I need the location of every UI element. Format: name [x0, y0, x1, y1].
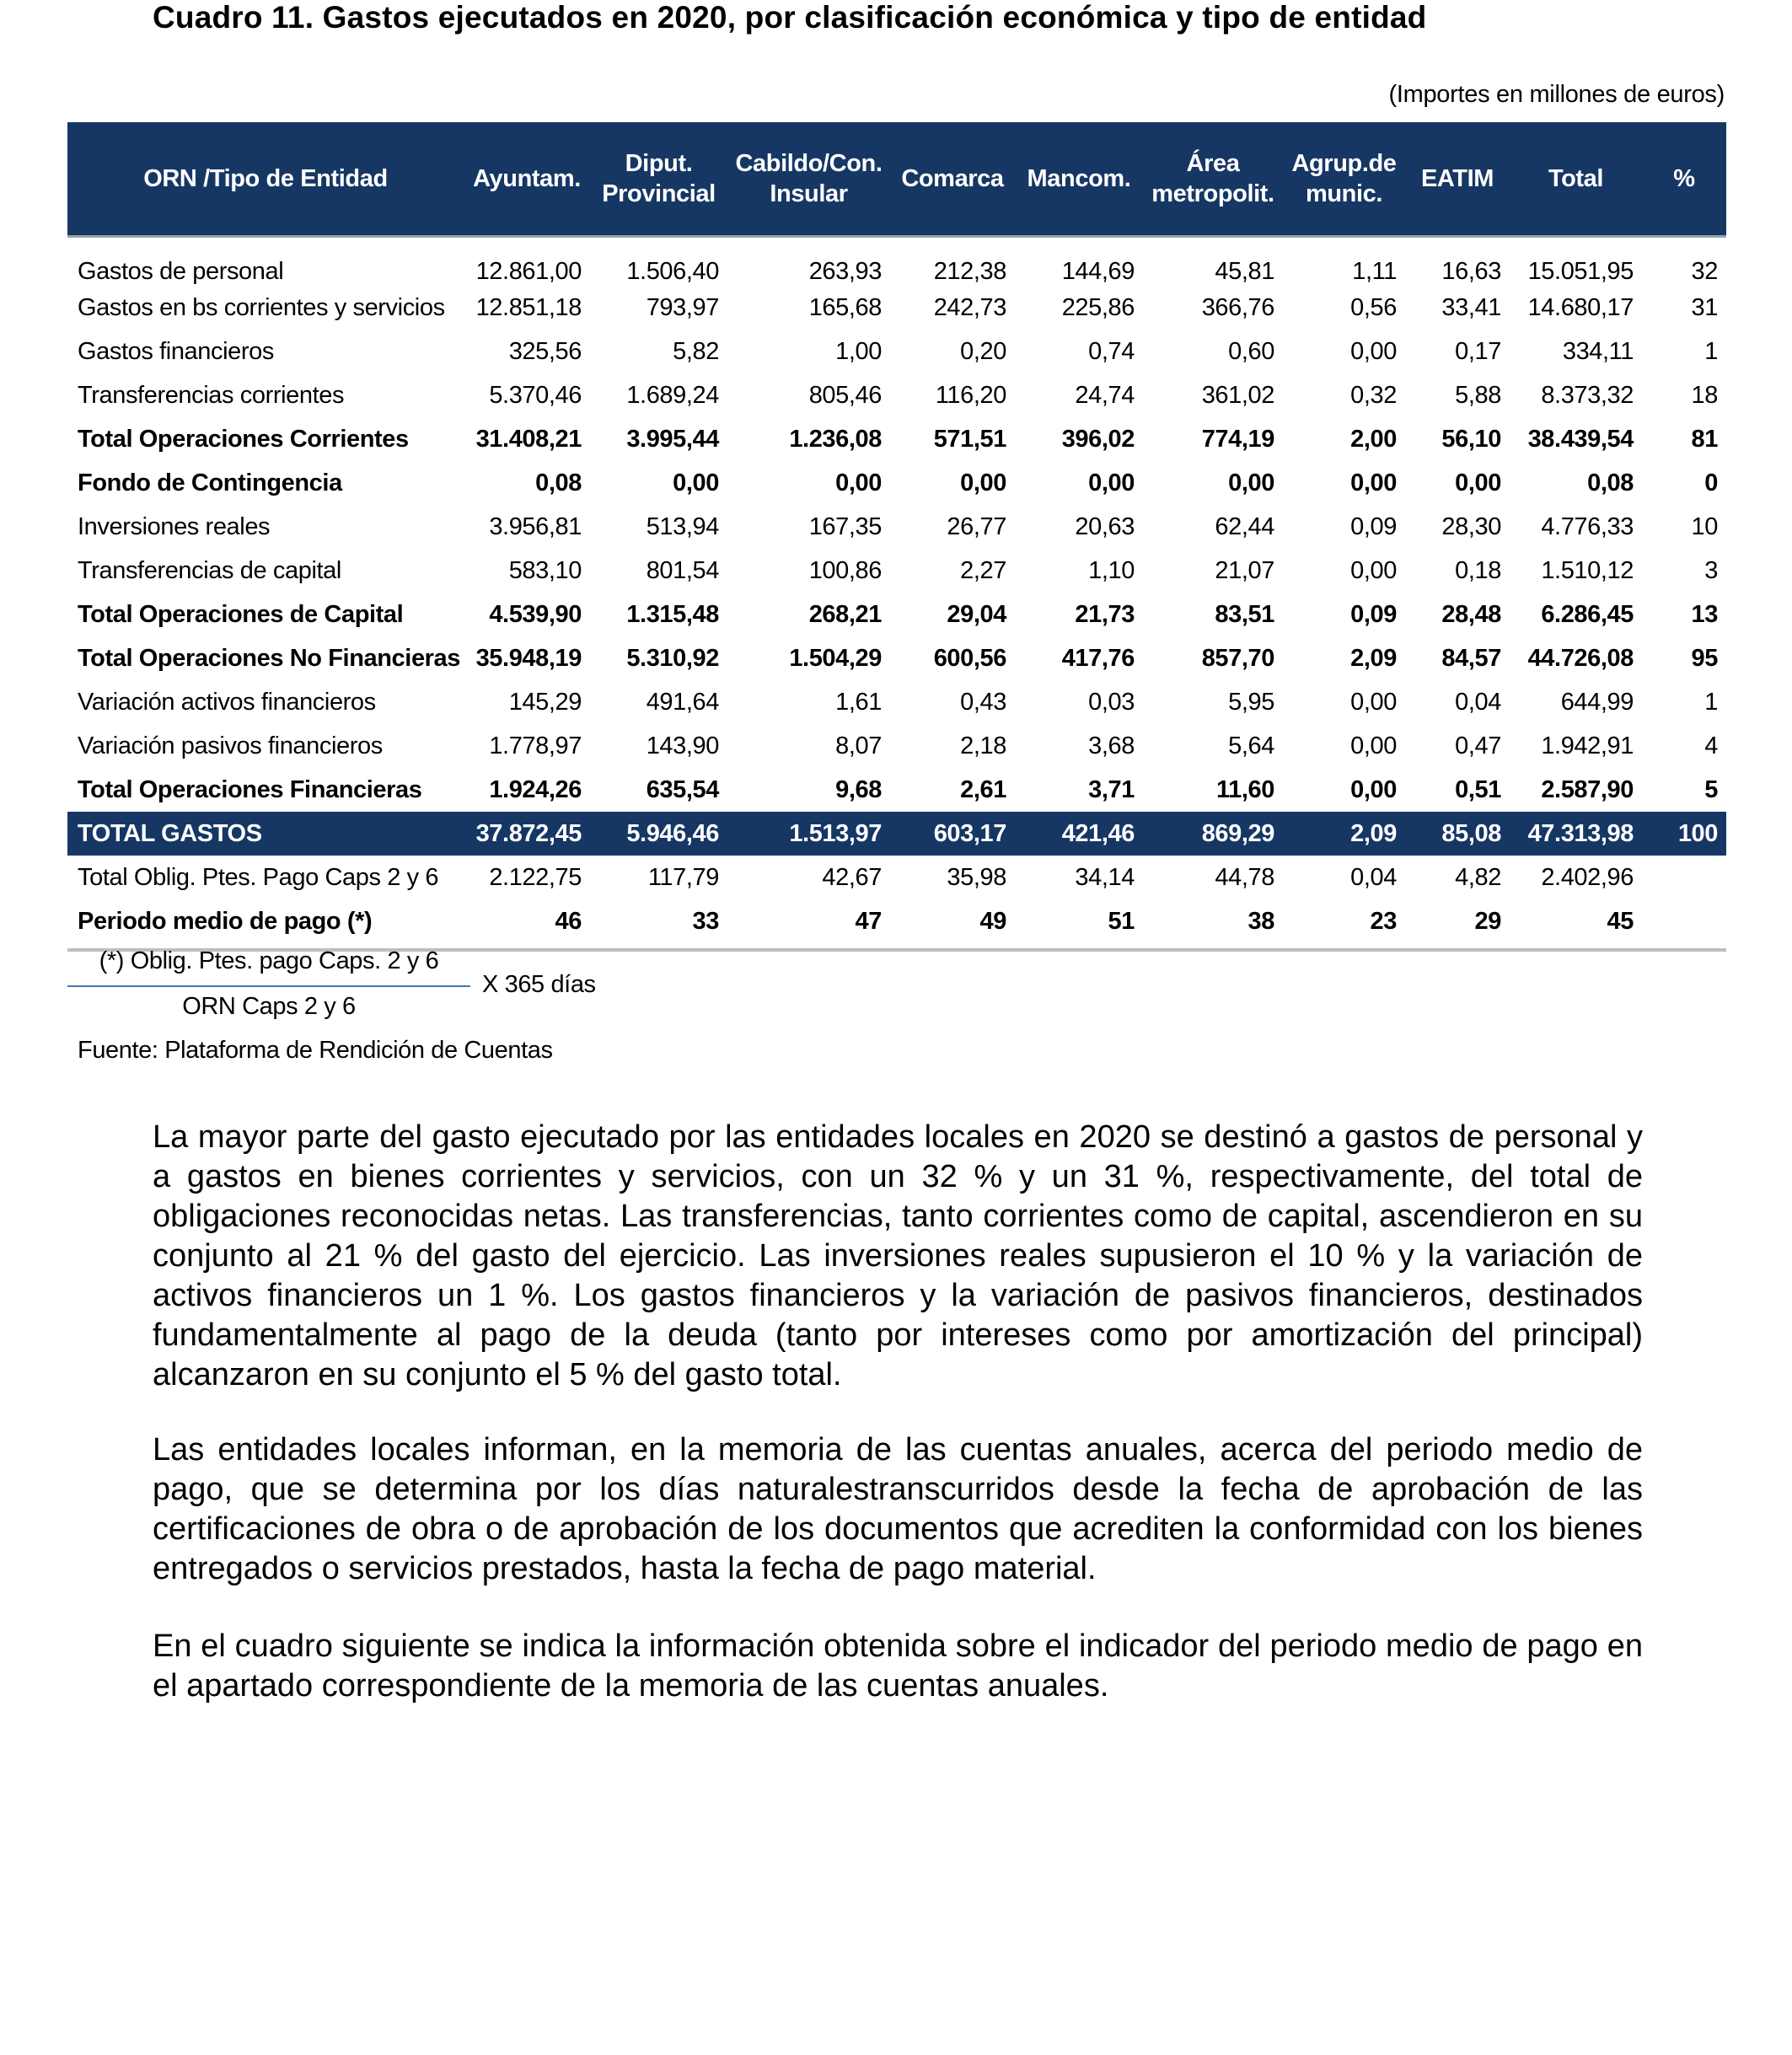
column-header: Total: [1510, 122, 1642, 237]
table-cell: 0,04: [1350, 863, 1397, 891]
table-cell: 3,68: [1088, 732, 1135, 759]
table-cell: 47.313,98: [1510, 812, 1642, 856]
column-header: Mancom.: [1015, 122, 1143, 237]
table-cell: 37.872,45: [464, 812, 590, 856]
table-cell: 0,00: [835, 469, 882, 496]
table-cell: 635,54: [646, 775, 719, 803]
table-cell: 143,90: [646, 732, 719, 759]
table-cell: 83,51: [1215, 600, 1274, 628]
table-cell: 46: [464, 899, 590, 950]
table-cell: 0,00: [1350, 469, 1397, 496]
table-cell: 14.680,17: [1527, 293, 1634, 321]
paragraph-payment-period: Las entidades locales informan, en la memoria de las cuentas anuales, acerca del periodo medio de pago, que se determina por los días naturalestranscurridos desde la fecha de aprobación de las certificaciones de obra o de aprobación de los documentos que acrediten la conformidad con los bienes entregados o servicios prestados, hasta la fecha de pago material.: [153, 1432, 1643, 1586]
table-cell: 212,38: [933, 258, 1006, 285]
table-cell: 116,20: [935, 381, 1006, 409]
table-cell: 0,17: [1455, 337, 1501, 365]
table-cell: 31.408,21: [475, 425, 582, 453]
table-cell: 2.122,75: [489, 863, 582, 891]
table-cell: 0,60: [1228, 337, 1274, 365]
table-cell: 0,51: [1455, 775, 1501, 803]
table-cell: 857,70: [1201, 644, 1274, 672]
table-cell: 1,00: [835, 337, 882, 365]
table-cell: 0,00: [1350, 688, 1397, 716]
row-label: Total Operaciones Corrientes: [78, 425, 409, 453]
table-cell: 1.236,08: [789, 425, 882, 453]
table-cell: 84,57: [1441, 644, 1501, 672]
table-row: [67, 237, 1726, 287]
table-cell: 0,09: [1350, 512, 1397, 540]
table-cell: 603,17: [890, 812, 1015, 856]
table-cell: 0,08: [1587, 469, 1634, 496]
table-cell: 42,67: [822, 863, 882, 891]
table-cell: 417,76: [1061, 644, 1135, 672]
row-label: Total Operaciones de Capital: [78, 600, 404, 628]
row-label: Periodo medio de pago (*): [67, 899, 464, 950]
table-cell: 26,77: [947, 512, 1006, 540]
table-cell: 1: [1704, 688, 1718, 716]
table-cell: 801,54: [646, 556, 719, 584]
table-cell: 11,60: [1216, 775, 1274, 803]
table-cell: 15.051,95: [1527, 258, 1634, 285]
table-cell: 0,00: [1350, 556, 1397, 584]
table-cell: 38.439,54: [1527, 425, 1634, 453]
table-cell: 2,27: [960, 556, 1006, 584]
table-cell: 5,88: [1455, 381, 1501, 409]
table-cell: 1.506,40: [626, 258, 719, 285]
table-cell: 100: [1642, 812, 1726, 856]
table-cell: 0,03: [1088, 688, 1135, 716]
table-row: [67, 680, 1726, 724]
formula-multiplier: X 365 días: [482, 971, 596, 998]
table-cell: 0,18: [1455, 556, 1501, 584]
table-cell: 0,47: [1455, 732, 1501, 759]
table-row: [67, 286, 1726, 330]
table-cell: 33: [590, 899, 727, 950]
table-cell: 4,82: [1455, 863, 1501, 891]
table-cell: 21,07: [1215, 556, 1274, 584]
table-cell: 28,30: [1441, 512, 1501, 540]
table-cell: 47: [727, 899, 890, 950]
table-cell: 1: [1704, 337, 1718, 365]
table-row: [67, 593, 1726, 636]
table-cell: 6.286,45: [1541, 600, 1634, 628]
table-cell: 18: [1691, 381, 1718, 409]
table-cell: 29: [1405, 899, 1510, 950]
table-cell: 35,98: [947, 863, 1006, 891]
table-cell: 3: [1704, 556, 1718, 584]
table-cell: 0,43: [960, 688, 1006, 716]
column-header: Cabildo/Con. Insular: [727, 122, 890, 237]
table-cell: 5,95: [1228, 688, 1274, 716]
expenses-table: [67, 122, 1726, 952]
table-cell: 81: [1691, 425, 1718, 453]
paragraph-expense-breakdown: La mayor parte del gasto ejecutado por las entidades locales en 2020 se destinó a gastos de personal y a gastos en bienes corrientes y servicios, con un 32 % y un 31 %, respectivamente, del total de obligaciones reconocidas netas. Las transferencias, tanto corrientes como de capital, ascendieron en su conjunto al 21 % del gasto del ejercicio. Las inversiones reales supusieron el 10 % y la variación de activos financieros un 1 %. Los gastos financieros y la variación de pasivos financieros, destinados fundamentalmente al pago de la deuda (tanto por intereses como por amortización del principal) alcanzaron en su conjunto el 5 % del gasto total.: [153, 1119, 1643, 1392]
table-cell: 8.373,32: [1541, 381, 1634, 409]
table-cell: 869,29: [1143, 812, 1283, 856]
table-title: Cuadro 11. Gastos ejecutados en 2020, por clasificación económica y tipo de entidad: [153, 0, 1427, 35]
table-cell: 805,46: [808, 381, 882, 409]
table-cell: 0,08: [535, 469, 582, 496]
table-cell: 0,00: [1088, 469, 1135, 496]
table-cell: 33,41: [1441, 293, 1501, 321]
table-cell: 2,00: [1350, 425, 1397, 453]
table-cell: 5: [1704, 775, 1718, 803]
table-cell: 5,64: [1228, 732, 1274, 759]
table-cell: 117,79: [647, 863, 719, 891]
table-cell: 2,18: [960, 732, 1006, 759]
table-cell: 38: [1143, 899, 1283, 950]
row-label: Total Operaciones No Financieras: [78, 644, 461, 672]
paragraph-next-table: En el cuadro siguiente se indica la información obtenida sobre el indicador del periodo medio de pago en el apartado correspondiente de la memoria de las cuentas anuales.: [153, 1628, 1643, 1704]
table-cell: 4: [1704, 732, 1718, 759]
table-cell: 45,81: [1215, 258, 1274, 285]
table-cell: 2,09: [1283, 812, 1405, 856]
table-row: [67, 461, 1726, 505]
table-cell: 263,93: [808, 258, 882, 285]
table-cell: 2,61: [960, 775, 1006, 803]
table-row: [67, 330, 1726, 373]
table-cell: 0,00: [1350, 775, 1397, 803]
table-cell: 1,11: [1352, 258, 1397, 285]
table-cell: 45: [1510, 899, 1642, 950]
table-cell: 0,00: [960, 469, 1006, 496]
table-cell: 1.315,48: [626, 600, 719, 628]
table-cell: 4.776,33: [1541, 512, 1634, 540]
table-cell: 100,86: [808, 556, 882, 584]
table-cell: 268,21: [808, 600, 882, 628]
table-cell: 225,86: [1061, 293, 1135, 321]
table-cell: 334,11: [1562, 337, 1634, 365]
table-row: [67, 899, 1726, 950]
table-cell: 396,02: [1061, 425, 1135, 453]
table-cell: 644,99: [1560, 688, 1634, 716]
row-label: Total Operaciones Financieras: [78, 775, 422, 803]
table-cell: 9,68: [835, 775, 882, 803]
row-label: Total Oblig. Ptes. Pago Caps 2 y 6: [78, 863, 439, 891]
table-cell: 5,82: [673, 337, 719, 365]
table-cell: 44.726,08: [1527, 644, 1634, 672]
table-cell: 1.513,97: [727, 812, 890, 856]
row-label: Gastos financieros: [78, 337, 274, 365]
row-label: Gastos de personal: [78, 258, 284, 285]
table-cell: 4.539,90: [489, 600, 582, 628]
table-cell: 0: [1704, 469, 1718, 496]
table-cell: 583,10: [508, 556, 582, 584]
table-cell: 1.510,12: [1541, 556, 1634, 584]
table-cell: 361,02: [1201, 381, 1274, 409]
table-cell: 23: [1283, 899, 1405, 950]
table-row: [67, 417, 1726, 461]
table-cell: 144,69: [1061, 258, 1135, 285]
table-cell: 3.956,81: [489, 512, 582, 540]
source-note: Fuente: Plataforma de Rendición de Cuentas: [78, 1037, 553, 1064]
table-cell: 2,09: [1350, 644, 1397, 672]
table-cell: 0,00: [1350, 337, 1397, 365]
row-label: Fondo de Contingencia: [78, 469, 342, 496]
table-cell: 29,04: [947, 600, 1006, 628]
expenses-table-container: [67, 122, 1726, 952]
table-cell: 13: [1691, 600, 1718, 628]
column-header: Diput. Provincial: [590, 122, 727, 237]
table-cell: 12.851,18: [475, 293, 582, 321]
table-cell: 165,68: [808, 293, 882, 321]
row-label: Variación activos financieros: [78, 688, 376, 716]
row-label: TOTAL GASTOS: [67, 812, 464, 856]
table-cell: 12.861,00: [475, 258, 582, 285]
table-cell: 34,14: [1075, 863, 1135, 891]
table-cell: 85,08: [1405, 812, 1510, 856]
header-row: [67, 122, 1726, 237]
table-cell: 1.924,26: [489, 775, 582, 803]
table-cell: 600,56: [933, 644, 1006, 672]
table-row: [67, 768, 1726, 812]
table-cell: 325,56: [508, 337, 582, 365]
units-note: (Importes en millones de euros): [1388, 81, 1725, 108]
row-label: Inversiones reales: [78, 512, 271, 540]
table-cell: 366,76: [1201, 293, 1274, 321]
table-cell: 2.587,90: [1541, 775, 1634, 803]
table-cell: 44,78: [1215, 863, 1274, 891]
total-row: [67, 812, 1726, 856]
table-cell: 0,00: [1350, 732, 1397, 759]
table-body: [67, 237, 1726, 951]
column-header: Área metropolit.: [1143, 122, 1283, 237]
table-cell: 513,94: [646, 512, 719, 540]
table-cell: 0,09: [1350, 600, 1397, 628]
row-label: Variación pasivos financieros: [78, 732, 383, 759]
table-row: [67, 856, 1726, 899]
table-cell: 1.778,97: [489, 732, 582, 759]
table-cell: 28,48: [1441, 600, 1501, 628]
table-cell: 0,04: [1455, 688, 1501, 716]
table-cell: 51: [1015, 899, 1143, 950]
table-cell: 32: [1691, 258, 1718, 285]
table-cell: 1,10: [1088, 556, 1135, 584]
table-cell: 56,10: [1441, 425, 1501, 453]
table-cell: 8,07: [835, 732, 882, 759]
table-cell: 10: [1691, 512, 1718, 540]
table-cell: 0,20: [960, 337, 1006, 365]
formula-numerator: (*) Oblig. Ptes. pago Caps. 2 y 6: [67, 947, 470, 987]
table-cell: 145,29: [508, 688, 582, 716]
table-cell: 1,61: [835, 688, 882, 716]
table-cell: 20,63: [1075, 512, 1135, 540]
row-label: Gastos en bs corrientes y servicios: [78, 293, 445, 321]
column-header: Ayuntam.: [464, 122, 590, 237]
table-cell: 793,97: [646, 293, 719, 321]
table-cell: 35.948,19: [475, 644, 582, 672]
row-label: Transferencias de capital: [78, 556, 341, 584]
table-cell: 31: [1691, 293, 1718, 321]
column-header: EATIM: [1405, 122, 1510, 237]
table-row: [67, 636, 1726, 680]
table-cell: [1642, 856, 1726, 899]
table-cell: 0,00: [673, 469, 719, 496]
table-cell: [1642, 899, 1726, 950]
table-cell: 0,32: [1350, 381, 1397, 409]
row-label: Transferencias corrientes: [78, 381, 345, 409]
column-header: %: [1642, 122, 1726, 237]
table-cell: 3.995,44: [626, 425, 719, 453]
table-cell: 2.402,96: [1541, 863, 1634, 891]
table-cell: 0,74: [1088, 337, 1135, 365]
column-header: Agrup.de munic.: [1283, 122, 1405, 237]
table-cell: 62,44: [1215, 512, 1274, 540]
table-cell: 167,35: [808, 512, 882, 540]
table-cell: 0,00: [1455, 469, 1501, 496]
table-cell: 16,63: [1441, 258, 1501, 285]
table-cell: 491,64: [646, 688, 719, 716]
table-cell: 95: [1691, 644, 1718, 672]
table-cell: 1.504,29: [789, 644, 882, 672]
table-cell: 774,19: [1201, 425, 1274, 453]
table-cell: 1.942,91: [1541, 732, 1634, 759]
table-cell: 24,74: [1075, 381, 1135, 409]
table-cell: 1.689,24: [626, 381, 719, 409]
table-row: [67, 724, 1726, 768]
table-cell: 421,46: [1015, 812, 1143, 856]
table-row: [67, 505, 1726, 549]
table-cell: 5.370,46: [489, 381, 582, 409]
column-header-entity: ORN /Tipo de Entidad: [67, 122, 464, 237]
table-cell: 21,73: [1075, 600, 1135, 628]
table-cell: 571,51: [933, 425, 1006, 453]
column-header: Comarca: [890, 122, 1015, 237]
formula-denominator: ORN Caps 2 y 6: [182, 993, 356, 1020]
table-cell: 49: [890, 899, 1015, 950]
table-cell: 0,56: [1350, 293, 1397, 321]
table-cell: 242,73: [933, 293, 1006, 321]
table-row: [67, 549, 1726, 593]
table-cell: 0,00: [1228, 469, 1274, 496]
table-cell: 5.946,46: [590, 812, 727, 856]
table-cell: 3,71: [1088, 775, 1135, 803]
table-cell: 5.310,92: [626, 644, 719, 672]
table-row: [67, 373, 1726, 417]
